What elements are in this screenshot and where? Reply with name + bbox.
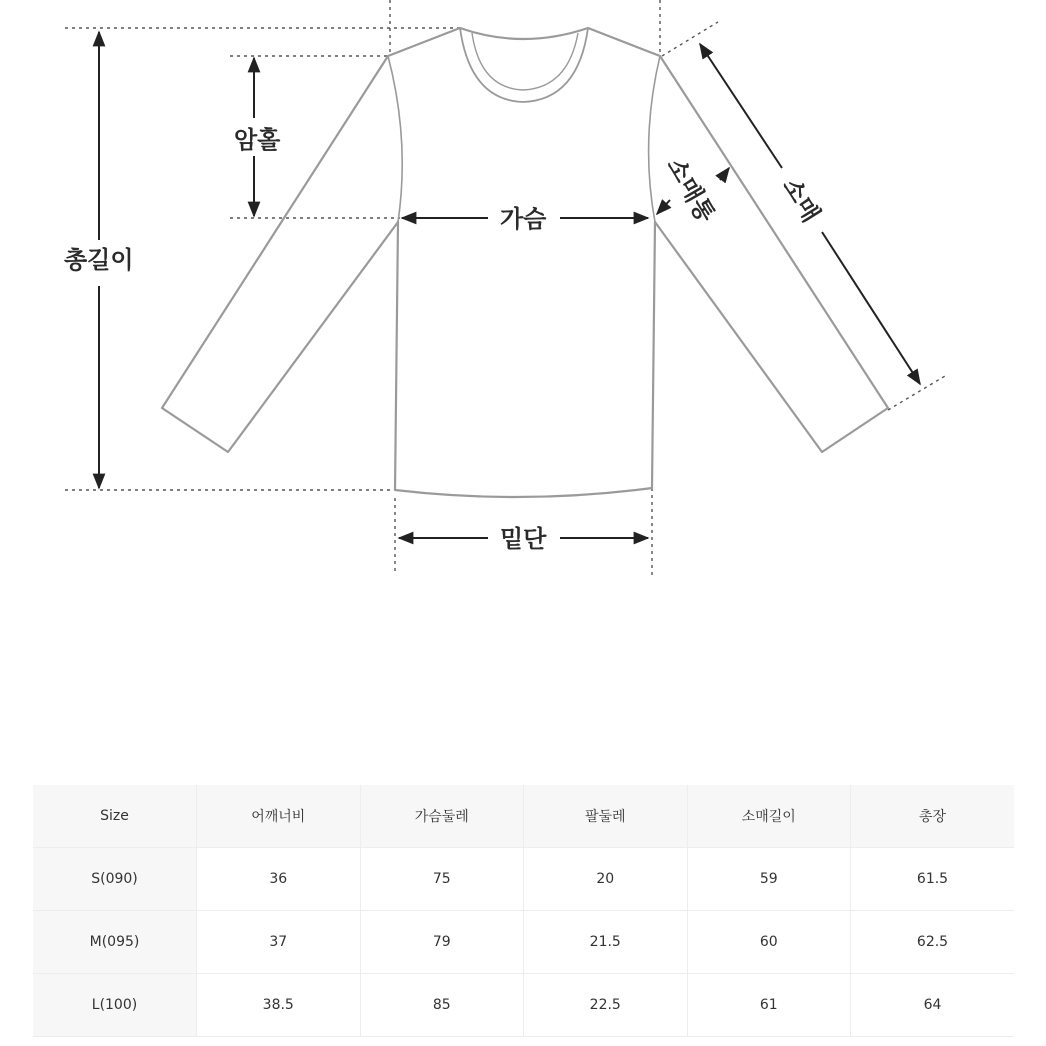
label-total-length: 총길이 [58, 244, 140, 276]
table-cell: 60 [687, 911, 851, 974]
header-arm-circumference: 팔둘레 [524, 785, 688, 848]
table-cell: 79 [360, 911, 524, 974]
row-size-label: S(090) [33, 848, 197, 911]
header-size: Size [33, 785, 197, 848]
table-cell: 61 [687, 974, 851, 1037]
table-cell: 61.5 [851, 848, 1015, 911]
label-armhole: 암홀 [228, 124, 286, 156]
table-cell: 21.5 [524, 911, 688, 974]
table-cell: 59 [687, 848, 851, 911]
table-cell: 62.5 [851, 911, 1015, 974]
header-shoulder-width: 어깨너비 [197, 785, 361, 848]
table-row [33, 974, 1014, 1037]
table-cell: 75 [360, 848, 524, 911]
table-cell: 85 [360, 974, 524, 1037]
label-sleeve-opening: 소매통 [661, 152, 721, 228]
label-hem: 밑단 [494, 523, 552, 555]
measure-arrows [99, 32, 920, 538]
table-cell: 22.5 [524, 974, 688, 1037]
shirt-outline [162, 28, 888, 497]
table-row [33, 848, 1014, 911]
row-size-label: L(100) [33, 974, 197, 1037]
table-cell: 37 [197, 911, 361, 974]
table-cell: 64 [851, 974, 1015, 1037]
table-header-row [33, 785, 1014, 848]
table-cell: 36 [197, 848, 361, 911]
header-sleeve-length: 소매길이 [687, 785, 851, 848]
table-cell: 20 [524, 848, 688, 911]
row-size-label: M(095) [33, 911, 197, 974]
label-chest: 가슴 [494, 203, 552, 235]
header-chest-circumference: 가슴둘레 [360, 785, 524, 848]
header-total-length: 총장 [851, 785, 1015, 848]
table-row [33, 911, 1014, 974]
label-sleeve: 소매 [772, 167, 830, 233]
size-table [33, 785, 1014, 1037]
table-cell: 38.5 [197, 974, 361, 1037]
